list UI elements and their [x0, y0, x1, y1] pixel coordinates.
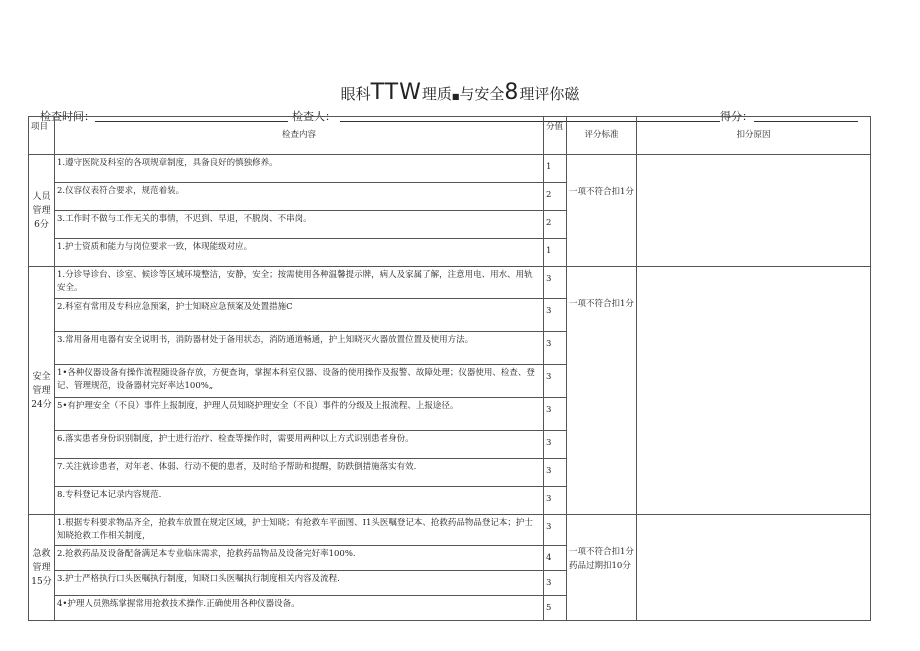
item-content: 1.分诊导诊台、诊室、候诊等区域环境整洁，安静，安全；按需使用各种温馨提示牌，病人及家属了解，注意用电、用水、用轨安全。 [55, 267, 544, 299]
item-content: 3.护士严格执行口头医嘱执行制度，知晓口头医嘱执行制度相关内容及流程. [55, 571, 544, 596]
inspection-time-label: 检查时间： [40, 110, 95, 123]
item-score: 2 [544, 211, 567, 239]
table-row [29, 155, 871, 183]
item-score: 3 [544, 515, 567, 546]
evaluation-table [28, 116, 871, 621]
page-title: 眼科TTW理质■与安全8理评你磁 [340, 80, 580, 105]
header-reason: 扣分原因 [637, 117, 871, 155]
section-name: 人员管理6分 [29, 155, 55, 267]
header-project: 项目 [29, 117, 55, 155]
deduction-reason-cell[interactable] [637, 267, 871, 515]
item-content: 6.落实患者身份识别制度，护士进行治疗、检查等操作时，需要用两种以上方式识别患者身份。 [55, 431, 544, 459]
item-content: 4•护理人员熟练掌握常用抢救技术操作.正确使用各种仪器设备。 [55, 596, 544, 621]
header-standard: 评分标准 [567, 117, 637, 155]
item-content: 2.科室有常用及专科应急预案，护士知晓应急预案及处置措施C [55, 299, 544, 332]
header-points: 分值 [544, 117, 567, 155]
item-content: 2.抢救药品及设备配备满足本专业临床需求，抢救药品物品及设备完好率100%. [55, 546, 544, 571]
item-score: 1 [544, 239, 567, 267]
table-header-row [29, 117, 871, 155]
item-content: 5•有护理安全（不良）事件上报制度，护理人员知晓护理安全（不良）事件的分级及上报流程、上报途径。 [55, 398, 544, 431]
item-content: 7.关注就诊患者，对年老、体弱、行动不便的患者，及时给予帮助和提醒，防跌倒措施落实有效. [55, 459, 544, 487]
item-score: 3 [544, 431, 567, 459]
item-score: 3 [544, 398, 567, 431]
section-name: 急救管理15分 [29, 515, 55, 621]
item-content: 3.常用备用电器有安全说明书，消防器材处于备用状态，消防通道畅通，护上知晓灭火器放置位置及使用方法。 [55, 332, 544, 365]
item-score: 3 [544, 487, 567, 515]
item-score: 3 [544, 332, 567, 365]
item-content: 8.专科登记本记录内容规范. [55, 487, 544, 515]
item-content: 1.遵守医院及科室的各项规章制度，具备良好的慎独修养。 [55, 155, 544, 183]
item-score: 2 [544, 183, 567, 211]
inspector-label: 检查人： [292, 110, 336, 123]
item-content: 1.根据专科要求物品齐全，抢救车放置在规定区域，护士知晓；有抢救车平面图、I1头医嘱登记本、抢救药品物品登记本；护士知晓抢救工作相关制度， [55, 515, 544, 546]
section-name: 安全管理24分 [29, 267, 55, 515]
item-score: 3 [544, 299, 567, 332]
item-score: 1 [544, 155, 567, 183]
table-row [29, 515, 871, 546]
deduction-reason-cell[interactable] [637, 155, 871, 267]
item-content: 3.工作时不做与工作无关的事情，不迟到、早退，不脱岗、不串岗。 [55, 211, 544, 239]
item-score: 3 [544, 267, 567, 299]
item-content: 1.护士资质和能力与岗位要求一致，体现能级对应。 [55, 239, 544, 267]
header-content: 检查内容 [55, 117, 544, 155]
table-row [29, 267, 871, 299]
score-label: 得分： [720, 110, 753, 123]
scoring-standard: 一项不符合扣1分 [567, 155, 637, 267]
scoring-standard: 一项不符合扣1分 药品过期扣10分 [567, 515, 637, 621]
item-score: 3 [544, 571, 567, 596]
item-score: 3 [544, 365, 567, 398]
item-score: 3 [544, 459, 567, 487]
scoring-standard: 一项不符合扣1分 [567, 267, 637, 515]
item-score: 4 [544, 546, 567, 571]
item-content: 2.仪容仪表符合要求，规范着装。 [55, 183, 544, 211]
item-score: 5 [544, 596, 567, 621]
item-content: 1•各种仪器设备有操作流程随设备存放，方便查询，掌握本科室仪器、设备的使用操作及报警、故障处理；仪器使用、检查、登记、管理规范，设备器材完好率达100%„ [55, 365, 544, 398]
deduction-reason-cell[interactable] [637, 515, 871, 621]
